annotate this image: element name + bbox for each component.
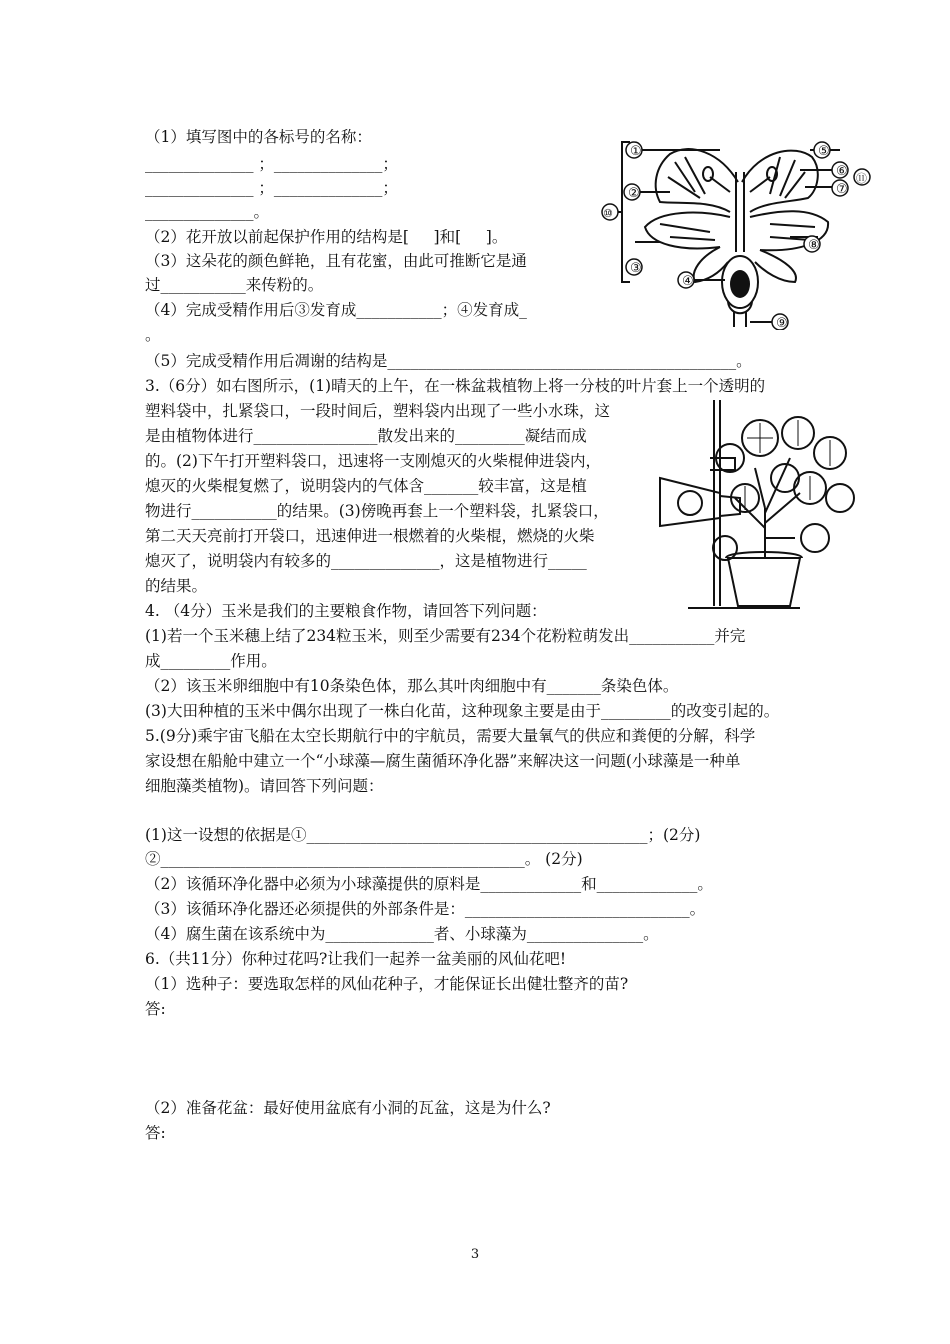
q2-blank-row1: ______________ ；______________； — [145, 155, 398, 173]
flower-label-10: ⑩ — [603, 207, 613, 220]
flower-label-6: ⑥ — [836, 164, 848, 179]
q5-sub1-cont: ②_______________________________________________。 (2分) — [145, 850, 583, 868]
flower-label-2: ② — [628, 186, 640, 201]
q4-sub3: (3)大田种植的玉米中偶尔出现了一株白化苗，这种现象主要是由于_________的改变引起的。 — [145, 702, 780, 720]
q2-blank-row2: ______________ ；______________； — [145, 179, 398, 197]
q2-sub5: （5）完成受精作用后凋谢的结构是_____________________________________________。 — [145, 352, 752, 370]
q3-line7: 第二天天亮前打开袋口，迅速伸进一根燃着的火柴棍，燃烧的火柴 — [145, 527, 595, 545]
q3-line8: 熄灭了，说明袋内有较多的______________，这是植物进行_____ — [145, 552, 587, 570]
q4-title: 4. （4分）玉米是我们的主要粮食作物，请回答下列问题： — [145, 602, 547, 620]
flower-diagram — [600, 132, 880, 330]
q2-sub3-cont: 过___________来传粉的。 — [145, 276, 324, 294]
q6-answer2: 答: — [145, 1124, 166, 1142]
q5-sub4: （4）腐生菌在该系统中为______________者、小球藻为_______________。 — [145, 925, 659, 943]
q3-line6: 物进行___________的结果。(3)傍晚再套上一个塑料袋，扎紧袋口， — [145, 502, 609, 520]
page-number: 3 — [470, 1247, 480, 1262]
flower-label-4: ④ — [682, 274, 694, 289]
q3-line2: 塑料袋中，扎紧袋口，一段时间后，塑料袋内出现了一些小水珠，这 — [145, 402, 611, 420]
q2-sub4-cont: 。 — [145, 326, 161, 344]
q6-sub1: （1）选种子：要选取怎样的风仙花种子，才能保证长出健壮整齐的苗? — [145, 975, 629, 993]
flower-label-9: ⑨ — [776, 316, 788, 330]
q3-line3: 是由植物体进行________________散发出来的_________凝结而成 — [145, 427, 587, 445]
q3-line5: 熄灭的火柴棍复燃了，说明袋内的气体含_______较丰富，这是植 — [145, 477, 587, 495]
q5-line3: 细胞藻类植物)。请回答下列问题： — [145, 777, 384, 795]
q6-sub2: （2）准备花盆：最好使用盆底有小洞的瓦盆，这是为什么? — [145, 1099, 551, 1117]
q3-line4: 的。(2)下午打开塑料袋口，迅速将一支刚熄灭的火柴棍伸进袋内， — [145, 452, 601, 470]
flower-label-8: ⑧ — [808, 238, 820, 253]
q2-sub3: （3）这朵花的颜色鲜艳，且有花蜜，由此可推断它是通 — [145, 252, 527, 270]
q6-title: 6.（共11分）你种过花吗?让我们一起养一盆美丽的风仙花吧! — [145, 950, 567, 968]
q4-sub1-cont: 成_________作用。 — [145, 652, 277, 670]
q5-sub2: （2）该循环净化器中必须为小球藻提供的原料是_____________和_____________。 — [145, 875, 713, 893]
q2-sub2: （2）花开放以前起保护作用的结构是[ ]和[ ]。 — [145, 228, 508, 246]
q3-line9: 的结果。 — [145, 577, 208, 595]
q2-sub4: （4）完成受精作用后③发育成___________；④发育成_ — [145, 301, 527, 319]
q5-line1: 5.(9分)乘宇宙飞船在太空长期航行中的宇航员，需要大量氧气的供应和粪便的分解，科学 — [145, 727, 756, 745]
q5-line2: 家设想在船舱中建立一个“小球藻—腐生菌循环净化器”来解决这一问题(小球藻是一种单 — [145, 752, 741, 770]
q2-sub1: （1）填写图中的各标号的名称： — [145, 128, 372, 146]
q5-sub3: （3）该循环净化器还必须提供的外部条件是：_____________________________。 — [145, 900, 706, 918]
flower-label-11: ⑪ — [856, 172, 867, 185]
flower-label-1: ① — [630, 144, 642, 159]
q4-sub2: （2）该玉米卵细胞中有10条染色体，那么其叶肉细胞中有_______条染色体。 — [145, 677, 679, 695]
flower-label-3: ③ — [630, 261, 642, 276]
q5-sub1: (1)这一设想的依据是①____________________________________________；(2分) — [145, 826, 701, 844]
flower-label-5: ⑤ — [818, 144, 830, 159]
q6-answer1: 答: — [145, 1000, 166, 1018]
potted-plant-diagram — [650, 398, 865, 616]
flower-label-7: ⑦ — [836, 182, 848, 197]
q2-blank-row3: ______________。 — [145, 203, 270, 221]
q4-sub1: (1)若一个玉米穗上结了234粒玉米，则至少需要有234个花粉粒萌发出___________并完 — [145, 627, 746, 645]
q3-line1: 3.（6分）如右图所示，(1)晴天的上午，在一株盆栽植物上将一分枝的叶片套上一个透明的 — [145, 377, 766, 395]
